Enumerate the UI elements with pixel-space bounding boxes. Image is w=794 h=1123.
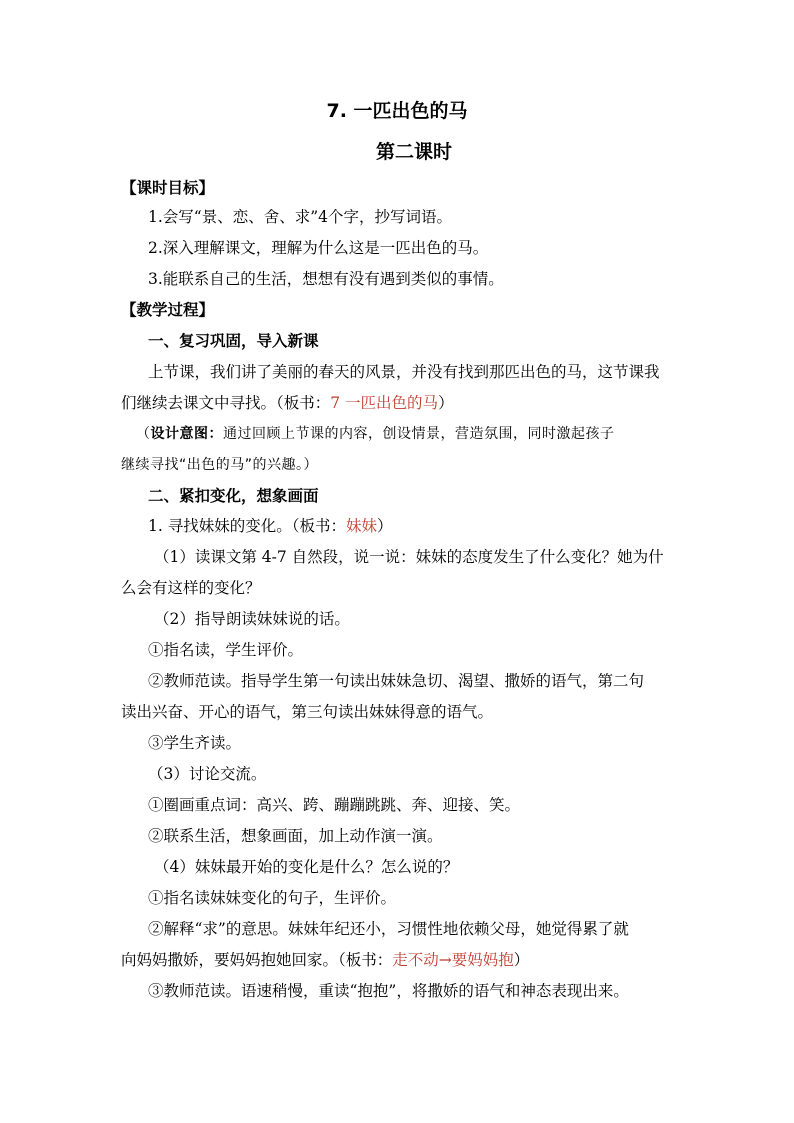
question2-item-c: ③学生齐读。 xyxy=(148,734,242,752)
question2-item-b-line2: 读出兴奋、开心的语气，第三句读出妹妹得意的语气。 xyxy=(121,703,494,721)
blackboard-note-title: 7 一匹出色的马 xyxy=(330,394,439,412)
step1-line xyxy=(148,516,708,536)
question1-line1: （1）读课文第 4-7 自然段，说一说：妹妹的态度发生了什么变化？她为什 xyxy=(154,548,664,566)
question4-item-a: ①指名读妹妹变化的句子，生评价。 xyxy=(148,889,397,907)
question4: （4）妹妹最开始的变化是什么？怎么说的？ xyxy=(154,858,459,876)
question3-item-b: ②联系生活，想象画面，加上动作演一演。 xyxy=(148,827,443,845)
question4-item-c: ③教师范读。语速稍慢，重读“抱抱”，将撒娇的语气和神态表现出来。 xyxy=(148,982,629,1000)
question2: （2）指导朗读妹妹说的话。 xyxy=(154,610,350,628)
design-intent-line1 xyxy=(136,424,696,444)
closing-paren: ） xyxy=(513,951,530,969)
section-process-heading: 【教学过程】 xyxy=(121,301,215,319)
part1-paragraph-text: 们继续去课文中寻找。（板书： xyxy=(121,394,331,412)
question2-item-a: ①指名读，学生评价。 xyxy=(148,641,304,659)
question3: （3）讨论交流。 xyxy=(148,765,267,783)
lesson-title: 7. 一匹出色的马 xyxy=(326,100,468,122)
design-intent-line2: 继续寻找“出色的马”的兴趣。） xyxy=(121,457,319,473)
part1-paragraph-line2 xyxy=(121,393,681,413)
question2-item-b-line1: ②教师范读。指导学生第一句读出妹妹急切、渴望、撒娇的语气，第二句 xyxy=(148,672,645,690)
goal-item-2: 2.深入理解课文，理解为什么这是一匹出色的马。 xyxy=(148,239,489,257)
lesson-subtitle: 第二课时 xyxy=(376,141,453,163)
question3-item-a: ①圈画重点词：高兴、跨、蹦蹦跳跳、奔、迎接、笑。 xyxy=(148,796,521,814)
question4-item-b-line2 xyxy=(121,950,681,970)
step1-text: 1. 寻找妹妹的变化。（板书： xyxy=(148,517,346,535)
design-intent-text: 通过回顾上节课的内容，创设情景，营造氛围，同时激起孩子 xyxy=(223,426,615,442)
closing-paren: ） xyxy=(376,517,393,535)
question4-item-b-text: 向妈妈撒娇，要妈妈抱她回家。（板书： xyxy=(121,951,393,969)
blackboard-note-hug: 走不动→要妈妈抱 xyxy=(392,951,514,969)
design-intent-label: 设计意图： xyxy=(150,426,223,442)
part1-heading: 一、复习巩固，导入新课 xyxy=(148,332,319,350)
question1-line2: 么会有这样的变化？ xyxy=(121,579,261,597)
closing-paren: ） xyxy=(438,394,454,412)
blackboard-note-sister: 妹妹 xyxy=(345,517,377,535)
section-goals-heading: 【课时目标】 xyxy=(121,179,215,197)
question4-item-b-line1: ②解释“求”的意思。妹妹年纪还小，习惯性地依赖父母，她觉得累了就 xyxy=(148,920,629,938)
goal-item-1: 1.会写“景、恋、舍、求”4个字，抄写词语。 xyxy=(148,208,452,226)
part1-paragraph-line1: 上节课，我们讲了美丽的春天的风景，并没有找到那匹出色的马，这节课我 xyxy=(148,363,660,381)
design-open-paren: （ xyxy=(136,426,151,442)
goal-item-3: 3.能联系自己的生活，想想有没有遇到类似的事情。 xyxy=(148,270,504,288)
part2-heading: 二、紧扣变化，想象画面 xyxy=(148,487,319,505)
